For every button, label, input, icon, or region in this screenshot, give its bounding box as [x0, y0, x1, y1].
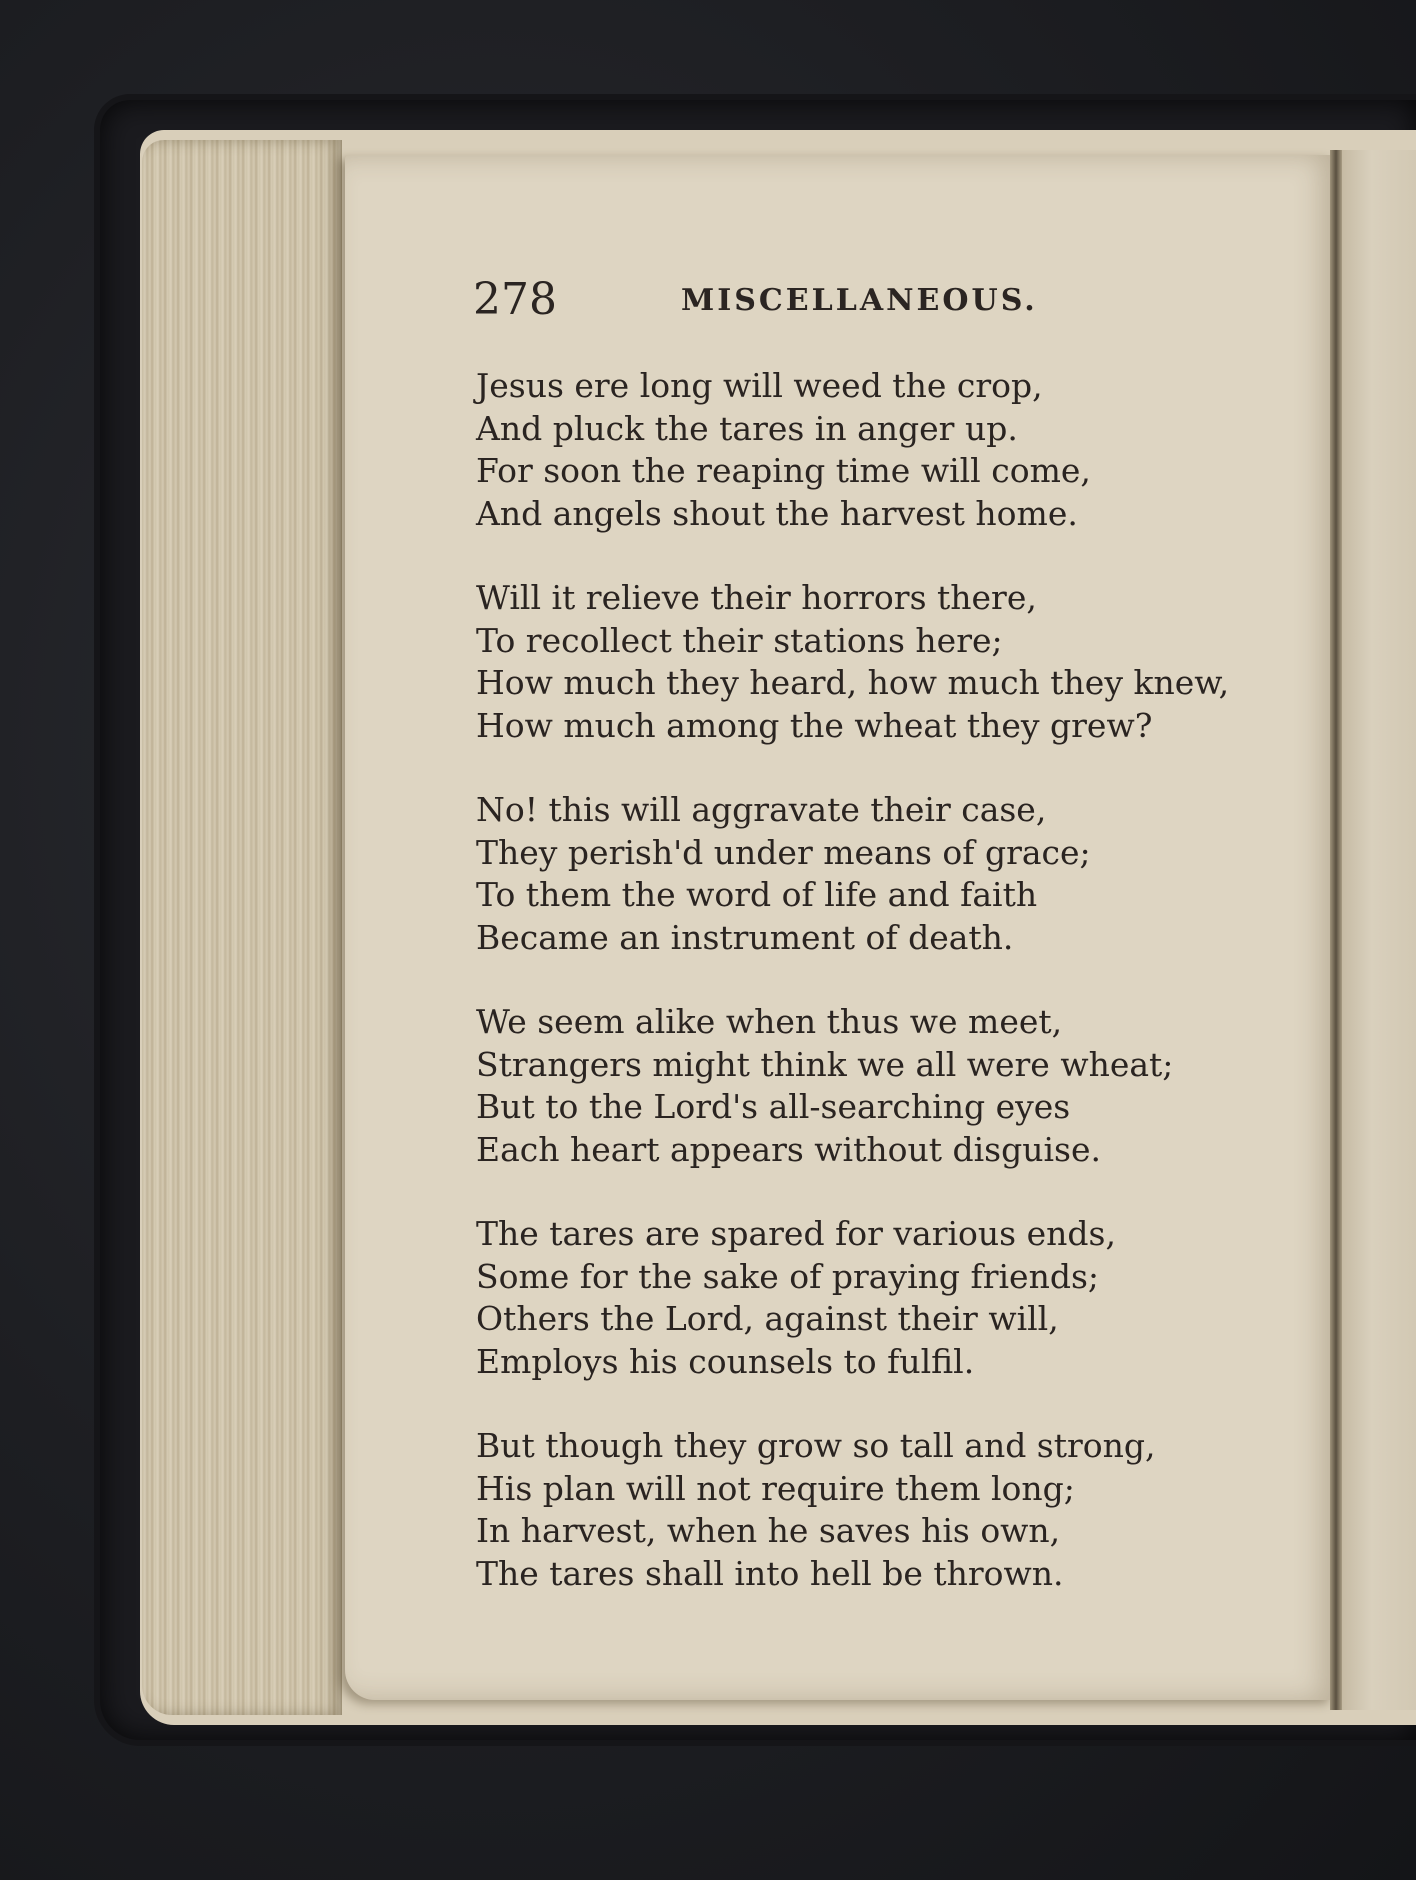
page-edges	[142, 140, 342, 1715]
poem-line: In harvest, when he saves his own,	[476, 1511, 1061, 1550]
stanza-5	[476, 1213, 1276, 1383]
poem-line: Strangers might think we all were wheat;	[476, 1044, 1174, 1084]
poem-line: But to the Lord's all-searching eyes	[476, 1087, 1071, 1126]
running-head: MISCELLANEOUS.	[681, 283, 1038, 318]
right-page-edge	[1342, 150, 1416, 1710]
poem-line: Employs his counsels to fulfil.	[476, 1341, 975, 1381]
poem-line: Some for the sake of praying friends;	[476, 1256, 1100, 1296]
poem-line: How much among the wheat they grew?	[476, 705, 1153, 745]
poem-line: The tares shall into hell be thrown.	[476, 1553, 1064, 1593]
poem-line: His plan will not require them long;	[476, 1468, 1075, 1508]
stanza-2	[476, 577, 1276, 747]
book-gutter	[1330, 150, 1342, 1710]
page-number: 278	[473, 274, 557, 325]
poem-line: To them the word of life and faith	[476, 875, 1038, 914]
poem-line: For soon the reaping time will come,	[476, 451, 1091, 490]
poem-line: They perish'd under means of grace;	[476, 832, 1091, 872]
poem-line: Each heart appears without disguise.	[476, 1129, 1101, 1169]
poem-line: But though they grow so tall and strong,	[476, 1426, 1156, 1465]
poem-line: To recollect their stations here;	[476, 620, 1003, 660]
poem-line: And pluck the tares in anger up.	[476, 408, 1018, 448]
poem-line: Others the Lord, against their will,	[476, 1299, 1059, 1338]
poem-line: Jesus ere long will weed the crop,	[476, 366, 1043, 405]
stanza-6	[476, 1425, 1276, 1595]
poem-line: The tares are spared for various ends,	[476, 1214, 1116, 1253]
poem-line: Will it relieve their horrors there,	[476, 578, 1037, 617]
page-header	[473, 270, 1133, 330]
poem-line: How much they heard, how much they knew,	[476, 663, 1230, 702]
stanza-3	[476, 789, 1276, 959]
poem-line: We seem alike when thus we meet,	[476, 1002, 1063, 1041]
stanza-1	[476, 365, 1276, 535]
poem-line: Became an instrument of death.	[476, 917, 1014, 957]
poem-line: No! this will aggravate their case,	[476, 790, 1047, 829]
stanza-4	[476, 1001, 1276, 1171]
poem-line: And angels shout the harvest home.	[476, 493, 1078, 533]
poem-body	[476, 365, 1276, 1637]
